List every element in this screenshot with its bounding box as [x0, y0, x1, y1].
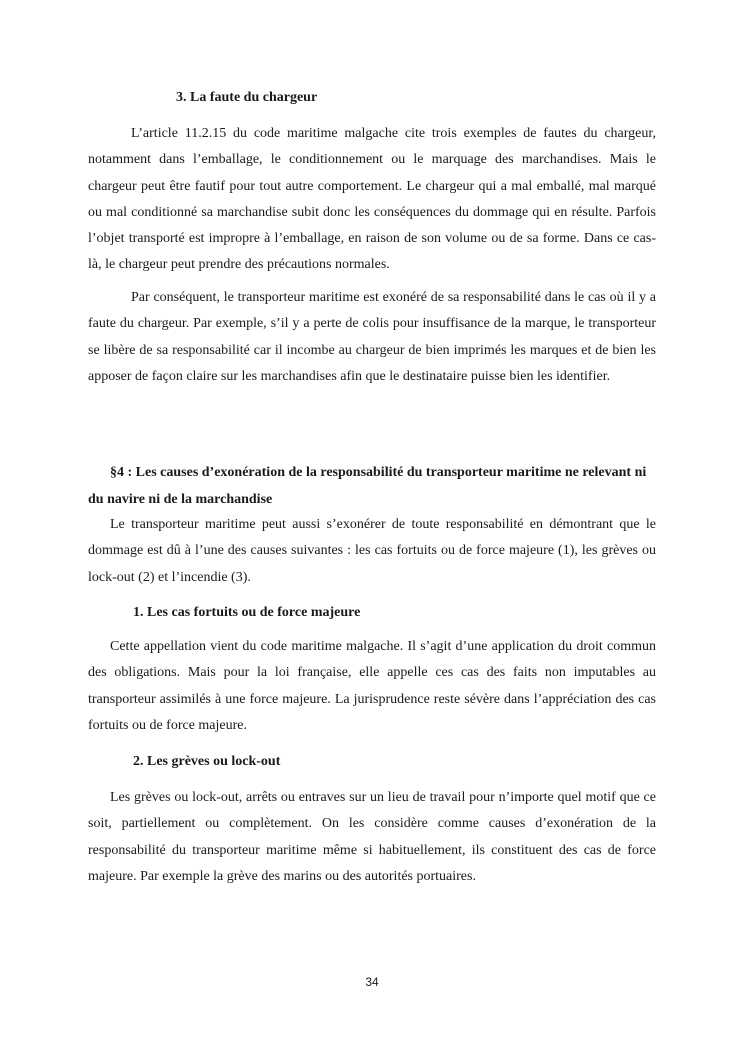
page-number: 34: [365, 975, 379, 989]
paragraph-intro-causes: Le transporteur maritime peut aussi s’exonérer de toute responsabilité en démontrant que le dommage est dû à l’une des causes suivantes : les cas fortuits ou de force majeure (1), les grèves ou lock-out (2) et l’incendie (3).: [88, 517, 656, 585]
paragraph-faute-chargeur-2: Par conséquent, le transporteur maritime est exonéré de sa responsabilité dans le cas où il y a faute du chargeur. Par exemple, s’il y a perte de colis pour insuffisance de la marque, le transporteur se libère de sa responsabilité car il incombe au chargeur de bien imprimés les marques et de bien les apposer de façon claire sur les marchandises afin que le destinataire puisse bien les identifier.: [88, 290, 656, 384]
paragraph-greves: Les grèves ou lock-out, arrêts ou entraves sur un lieu de travail pour n’importe quel motif que ce soit, partiellement ou complètement. On les considère comme causes d’exonération de la responsabilité du transporteur maritime même si habituellement, ils constituent des cas de force majeure. Par exemple la grève des marins ou des autorités portuaires.: [88, 790, 656, 884]
heading-cas-fortuits: 1. Les cas fortuits ou de force majeure: [133, 605, 361, 620]
section-title-causes-exoneration: §4 : Les causes d’exonération de la responsabilité du transporteur maritime ne relevant ni du navire ni de la marchandise: [88, 465, 647, 507]
paragraph-faute-chargeur-1: L’article 11.2.15 du code maritime malgache cite trois exemples de fautes du chargeur, notamment dans l’emballage, le conditionnement ou le marquage des marchandises. Mais le chargeur peut être fautif pour tout autre comportement. Le chargeur qui a mal emballé, mal marqué ou mal conditionné sa marchandise subit donc les conséquences du dommage qui en résulte. Parfois l’objet transporté est impropre à l’emballage, en raison de son volume ou de sa forme. Dans ce cas-là, le chargeur peut prendre des précautions normales.: [88, 126, 656, 273]
heading-faute-du-chargeur: 3. La faute du chargeur: [176, 90, 318, 105]
heading-greves: 2. Les grèves ou lock-out: [133, 754, 281, 769]
paragraph-cas-fortuits: Cette appellation vient du code maritime malgache. Il s’agit d’une application du droit commun des obligations. Mais pour la loi française, elle appelle ces cas des faits non imputables au transporteur assimilés à une force majeure. La jurisprudence reste sévère dans l’appréciation des cas fortuits ou de force majeure.: [88, 639, 656, 733]
